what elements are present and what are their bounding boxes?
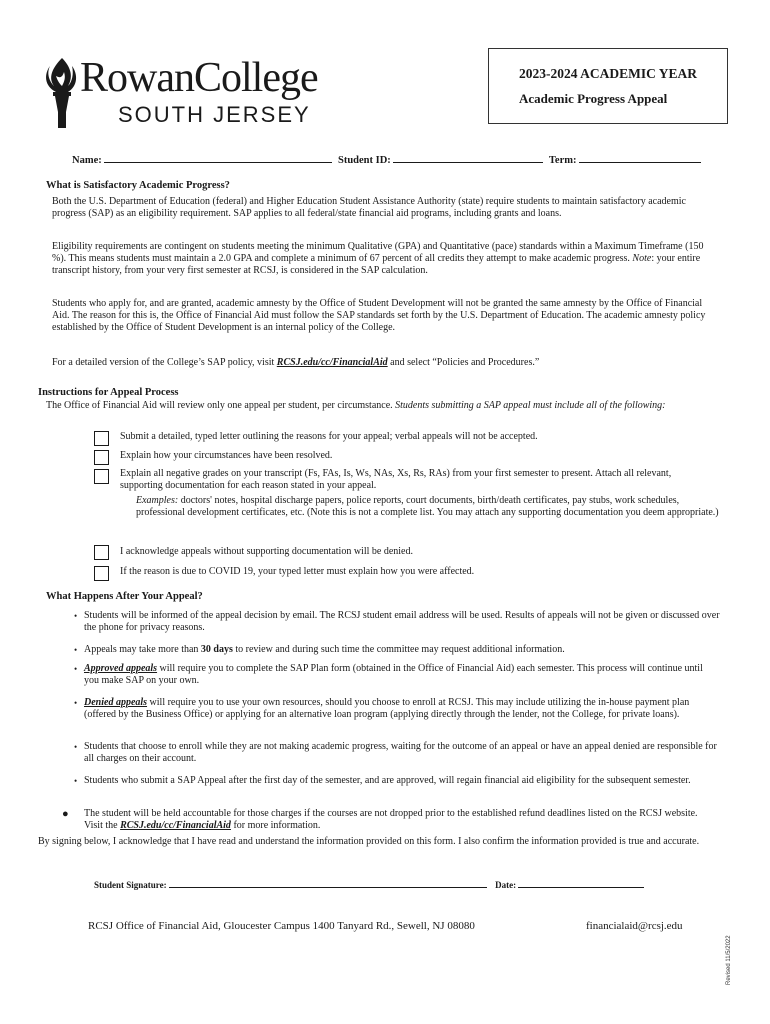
financial-aid-link[interactable]: RCSJ.edu/cc/FinancialAid [276, 357, 388, 368]
checkbox-covid[interactable] [94, 566, 109, 581]
term-label: Term: [548, 155, 577, 166]
checkbox-circumstances[interactable] [94, 450, 109, 465]
happens-bullet-5: Students that choose to enroll while they are not making academic progress, waiting for the outcome of an appeal or have an appeal denied are responsible for all charges on their account. [84, 741, 717, 764]
instruction-item-1: Submit a detailed, typed letter outlining the reasons for your appeal; verbal appeals will not be accepted. [120, 431, 538, 442]
happens-bullet-3: Approved appeals will require you to complete the SAP Plan form (obtained in the Office of Financial Aid) each semester. This process will continue until you make SAP on your own. [84, 663, 703, 686]
financial-aid-link-2[interactable]: RCSJ.edu/cc/FinancialAid [120, 820, 231, 831]
happens-bullet-7: The student will be held accountable for those charges if the courses are not dropped prior to the established refund deadlines listed on the RCSJ website. Visit the RCSJ.edu/cc/FinancialAid for more information. [84, 808, 698, 831]
sap-paragraph-4: For a detailed version of the College’s SAP policy, visit RCSJ.edu/cc/FinancialAid and select “Policies and Procedures.” [52, 357, 540, 368]
checkbox-acknowledge[interactable] [94, 545, 109, 560]
signature-field[interactable] [169, 878, 487, 888]
student-info-fields [72, 152, 704, 166]
academic-year: 2023-2024 ACADEMIC YEAR [519, 66, 697, 81]
name-label: Name: [72, 155, 102, 166]
date-field[interactable] [518, 878, 644, 888]
checkbox-typed-letter[interactable] [94, 431, 109, 446]
agreement-text: By signing below, I acknowledge that I have read and understand the information provided on this form. I also confirm the information provided is true and accurate. [38, 836, 700, 847]
footer-email[interactable]: financialaid@rcsj.edu [586, 920, 683, 932]
instructions-intro: The Office of Financial Aid will review only one appeal per student, per circumstance. Students submitting a SAP appeal must include all of the following: [46, 400, 666, 411]
student-id-label: Student ID: [338, 155, 391, 166]
happens-bullet-6: Students who submit a SAP Appeal after the first day of the semester, and are approved, will regain financial aid eligibility for the subsequent semester. [84, 775, 691, 786]
student-id-field[interactable] [393, 152, 543, 163]
happens-bullet-2: Appeals may take more than 30 days to review and during such time the committee may request additional information. [84, 644, 565, 655]
sap-paragraph-3: Students who apply for, and are granted, academic amnesty by the Office of Student Development will not be granted the same amnesty by the Office of Financial Aid. The reason for this is, the Office of Financial Aid must follow the SAP standards set forth by the U.S. Department of Education. The academic amnesty policy established by the Office of Student Development is an internal policy of the College. [52, 298, 706, 333]
sap-paragraph-1: Both the U.S. Department of Education (federal) and Higher Education Student Assistance Authority (state) require students to maintain satisfactory academic progress (SAP) as an eligibility requirement. SAP applies to all federal/state financial aid programs, including grants and loans. [52, 196, 686, 219]
name-field[interactable] [104, 152, 332, 163]
date-label: Date: [495, 880, 517, 890]
covid-text: If the reason is due to COVID 19, your typed letter must explain how you were affected. [120, 566, 475, 577]
header-box [488, 48, 728, 124]
bullet-icon: • [74, 776, 78, 786]
instruction-item-2: Explain how your circumstances have been resolved. [120, 450, 333, 461]
signature-row [94, 878, 644, 890]
happens-bullet-4: Denied appeals will require you to use your own resources, should you choose to enroll at RCSJ. This may include utilizing the in-house payment plan (offered by the Business Office) or applying for an alternative loan program (applying directly through the lender, not the College, for private loans). [84, 697, 690, 720]
revised-date: Revised 11/5/2022 [726, 935, 732, 985]
bullet-icon: • [74, 742, 78, 752]
bullet-icon: ● [62, 808, 69, 820]
what-happens-heading: What Happens After Your Appeal? [46, 591, 203, 602]
logo-title: RowanCollege [80, 55, 318, 101]
term-field[interactable] [579, 152, 701, 163]
form-title: Academic Progress Appeal [519, 91, 668, 106]
checkbox-negative-grades[interactable] [94, 469, 109, 484]
sap-heading: What is Satisfactory Academic Progress? [46, 180, 230, 191]
happens-bullet-1: Students will be informed of the appeal decision by email. The RCSJ student email address will be used. Results of appeals will not be given or discussed over the phone for privacy reasons. [84, 610, 720, 633]
bullet-icon: • [74, 611, 78, 621]
bullet-icon: • [74, 664, 78, 674]
examples-text: Examples: doctors' notes, hospital discharge papers, police reports, court documents, birth/death certificates, pay stubs, work schedules, professional development certificates, etc. (Note this is not a complete list. You may attach any supporting documentation you deem appropriate.) [136, 495, 719, 518]
instruction-item-3: Explain all negative grades on your transcript (Fs, FAs, Is, Ws, NAs, Xs, Rs, RAs) from your first semester to present. Attach all relevant, supporting documentation for each reason stated in your appeal. [120, 468, 672, 491]
footer-office: RCSJ Office of Financial Aid, Gloucester Campus 1400 Tanyard Rd., Sewell, NJ 08080 [88, 920, 475, 932]
acknowledge-text: I acknowledge appeals without supporting documentation will be denied. [120, 546, 413, 557]
bullet-icon: • [74, 698, 78, 708]
bullet-icon: • [74, 645, 78, 655]
torch-logo-icon [42, 56, 82, 130]
logo-subtitle: SOUTH JERSEY [118, 102, 311, 127]
instructions-heading: Instructions for Appeal Process [38, 387, 179, 398]
sap-paragraph-2: Eligibility requirements are contingent on students meeting the minimum Qualitative (GPA) and Quantitative (pace) standards within a Maximum Timeframe (150 %). This means students must maintain a 2.0 GPA and complete a minimum of 67 percent of all credits they attempt to make academic progress. Note: your entire transcript history, from your very first semester at RCSJ, is considered in the SAP calculation. [52, 241, 704, 276]
signature-label: Student Signature: [94, 880, 167, 890]
